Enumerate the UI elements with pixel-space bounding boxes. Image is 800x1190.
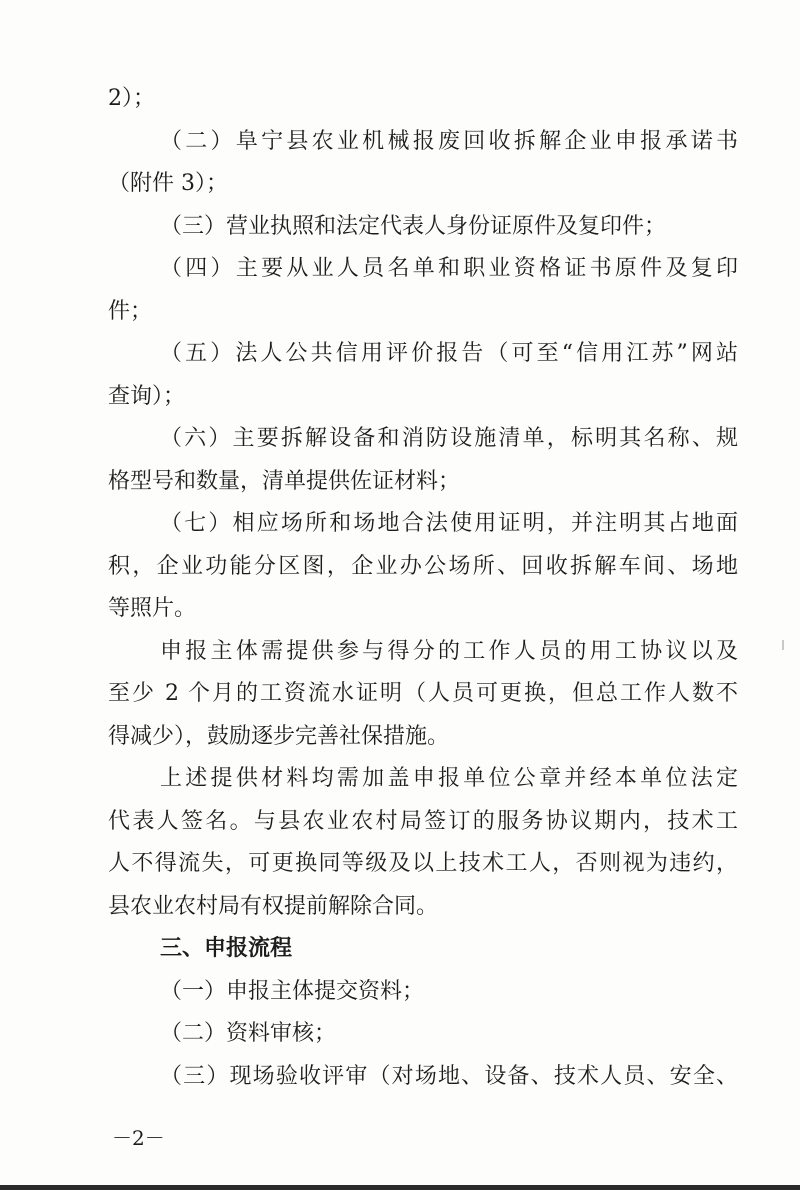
text-line: 县农业农村局有权提前解除合同。 xyxy=(108,893,439,919)
text-line: 等照片。 xyxy=(108,596,197,621)
text-line: 积，企业功能分区图，企业办公场所、回收拆解车间、场地 xyxy=(108,553,738,579)
text-line: 上述提供材料均需加盖申报单位公章并经本单位法定 xyxy=(160,766,738,791)
document-body xyxy=(108,78,738,1098)
text-line: （五）法人公共信用评价报告（可至“信用江苏”网站 xyxy=(160,341,738,366)
text-line: （三）营业执照和法定代表人身份证原件及复印件； xyxy=(160,213,667,239)
text-line: 2）； xyxy=(108,86,155,111)
text-line: （二）阜宁县农业机械报废回收拆解企业申报承诺书 xyxy=(160,128,738,154)
text-line: 格型号和数量，清单提供佐证材料； xyxy=(108,468,461,494)
section-heading: 三、申报流程 xyxy=(160,936,293,961)
text-line: （六）主要拆解设备和消防设施清单，标明其名称、规 xyxy=(160,426,738,451)
text-line: （三）现场验收评审（对场地、设备、技术人员、安全、 xyxy=(160,1063,738,1089)
text-line: 申报主体需提供参与得分的工作人员的用工协议以及 xyxy=(160,638,738,664)
scan-mark xyxy=(782,640,784,650)
text-line: 至少 2 个月的工资流水证明（人员可更换，但总工作人数不 xyxy=(108,681,738,706)
text-line: 人不得流失，可更换同等级及以上技术工人，否则视为违约， xyxy=(108,851,738,876)
text-line: 件； xyxy=(108,298,153,324)
text-line: （一）申报主体提交资料； xyxy=(160,978,425,1004)
text-line: （七）相应场所和场地合法使用证明，并注明其占地面 xyxy=(160,511,738,536)
text-line: （四）主要从业人员名单和职业资格证书原件及复印 xyxy=(160,256,738,281)
text-line: （附件 3）； xyxy=(108,171,228,196)
text-line: 代表人签名。与县农业农村局签订的服务协议期内，技术工 xyxy=(108,808,738,834)
text-line: （二）资料审核； xyxy=(160,1021,337,1046)
text-line: 得减少），鼓励逐步完善社保措施。 xyxy=(108,723,450,749)
page-number: －2－ xyxy=(112,1126,165,1150)
text-line: 查询）； xyxy=(108,383,186,409)
bottom-border xyxy=(0,1185,800,1190)
